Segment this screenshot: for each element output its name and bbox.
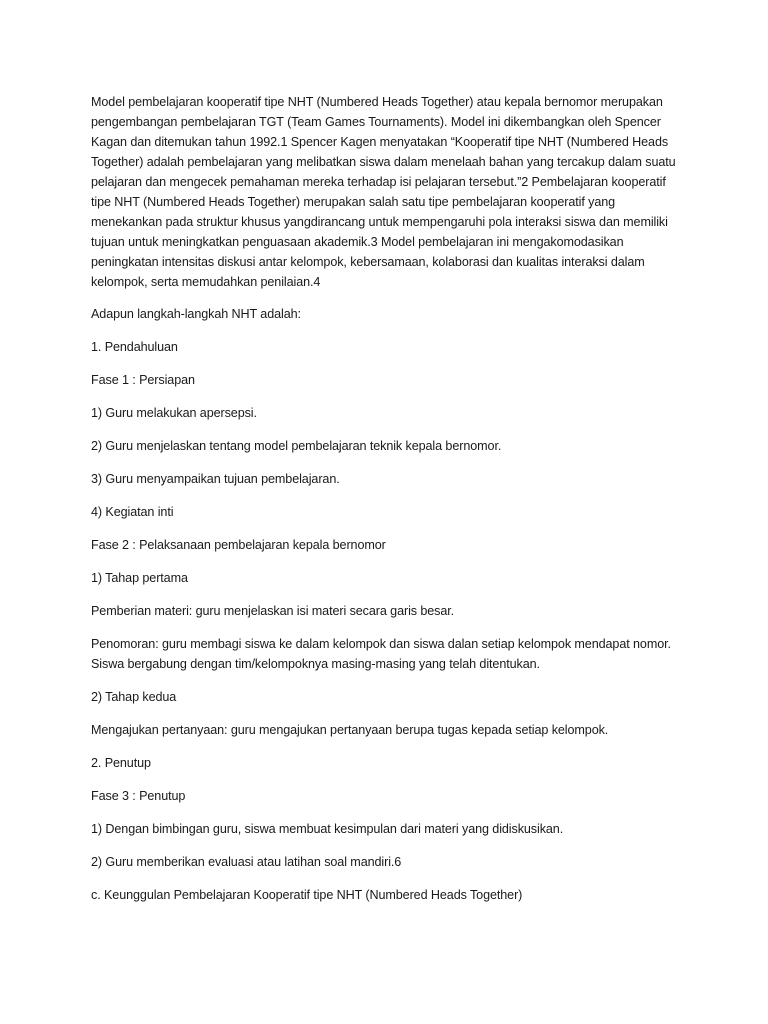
steps-intro: Adapun langkah-langkah NHT adalah: [91, 307, 301, 321]
phase-1-heading: Fase 1 : Persiapan [91, 373, 195, 387]
body-paragraph: Pemberian materi: guru menjelaskan isi materi secara garis besar. [91, 604, 455, 618]
phase-2-heading: Fase 2 : Pelaksanaan pembelajaran kepala bernomor [91, 538, 386, 552]
list-item: 4) Kegiatan inti [91, 505, 174, 519]
list-item: 2) Guru menjelaskan tentang model pembelajaran teknik kepala bernomor. [91, 439, 502, 453]
phase-3-heading: Fase 3 : Penutup [91, 789, 186, 803]
document-body [91, 92, 676, 918]
list-item: 1) Tahap pertama [91, 571, 188, 585]
intro-paragraph: Model pembelajaran kooperatif tipe NHT (Numbered Heads Together) atau kepala bernomor merupakan pengembangan pembelajaran TGT (Team Games Tournaments). Model ini dikembangkan oleh Spencer Kagan dan ditemukan tahun 1992.1 Spencer Kagen menyatakan “Kooperatif tipe NHT (Numbered Heads Together) adalah pembelajaran yang melibatkan siswa dalam menelaah bahan yang tercakup dalam suatu pelajaran dan mengecek pemahaman mereka terhadap isi pelajaran tersebut.”2 Pembelajaran kooperatif tipe NHT (Numbered Heads Together) merupakan salah satu tipe pembelajaran kooperatif yang menekankan pada struktur khusus yangdirancang untuk mempengaruhi pola interaksi siswa dan memiliki tujuan untuk meningkatkan penguasaan akademik.3 Model pembelajaran ini mengakomodasikan peningkatan intensitas diskusi antar kelompok, kebersamaan, kolaborasi dan kualitas interaksi dalam kelompok, serta memudahkan penilaian.4 [91, 95, 676, 289]
list-item: 2) Guru memberikan evaluasi atau latihan soal mandiri.6 [91, 855, 402, 869]
section-heading-keunggulan: c. Keunggulan Pembelajaran Kooperatif tipe NHT (Numbered Heads Together) [91, 888, 523, 902]
body-paragraph: Mengajukan pertanyaan: guru mengajukan pertanyaan berupa tugas kepada setiap kelompok. [91, 723, 609, 737]
list-item: 1) Guru melakukan apersepsi. [91, 406, 257, 420]
section-heading-pendahuluan: 1. Pendahuluan [91, 340, 178, 354]
list-item: 3) Guru menyampaikan tujuan pembelajaran. [91, 472, 340, 486]
body-paragraph: Penomoran: guru membagi siswa ke dalam kelompok dan siswa dalan setiap kelompok mendapat nomor. Siswa bergabung dengan tim/kelompoknya masing-masing yang telah ditentukan. [91, 637, 671, 671]
list-item: 2) Tahap kedua [91, 690, 177, 704]
list-item: 1) Dengan bimbingan guru, siswa membuat kesimpulan dari materi yang didiskusikan. [91, 822, 564, 836]
section-heading-penutup: 2. Penutup [91, 756, 151, 770]
